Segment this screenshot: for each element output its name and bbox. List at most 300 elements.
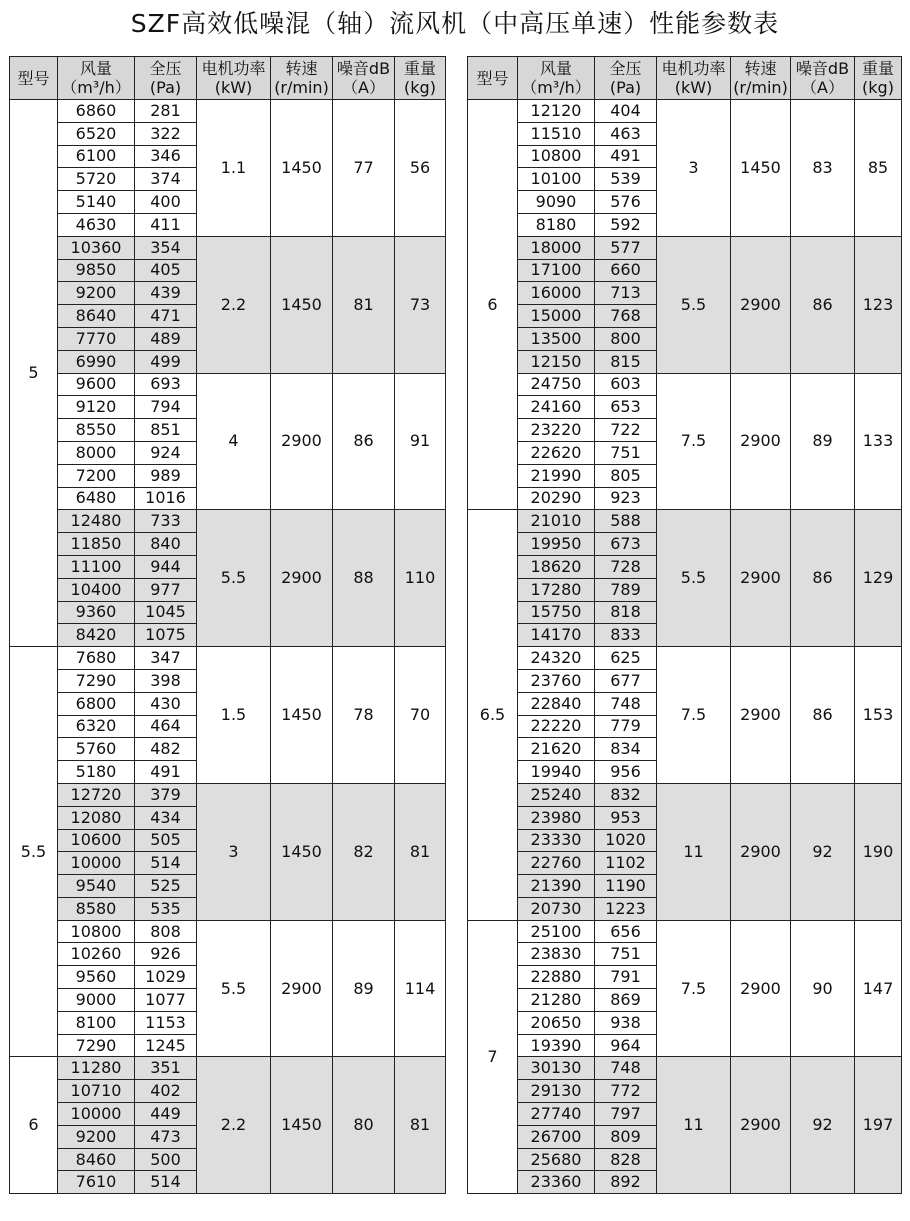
weight-cell: 110 [395,510,446,647]
pressure-cell: 953 [595,806,657,829]
header-unit: (r/min) [274,78,329,97]
airflow-cell: 6480 [58,487,135,510]
pressure-cell: 625 [595,647,657,670]
pressure-cell: 748 [595,1057,657,1080]
pressure-cell: 989 [135,464,197,487]
noise-cell: 88 [333,510,395,647]
table-row [468,236,902,259]
airflow-cell: 22880 [518,966,595,989]
pressure-cell: 514 [135,852,197,875]
speed-cell: 1450 [271,100,333,237]
power-cell: 7.5 [657,373,731,510]
speed-cell: 2900 [731,373,791,510]
airflow-cell: 8180 [518,213,595,236]
airflow-cell: 9360 [58,601,135,624]
airflow-cell: 5180 [58,761,135,784]
pressure-cell: 354 [135,236,197,259]
airflow-cell: 5720 [58,168,135,191]
power-cell: 3 [657,100,731,237]
power-cell: 5.5 [197,510,271,647]
airflow-cell: 8640 [58,305,135,328]
pressure-cell: 400 [135,191,197,214]
header-unit: (kg) [862,78,894,97]
pressure-cell: 815 [595,350,657,373]
header-label: 重量 [403,59,436,78]
pressure-cell: 938 [595,1011,657,1034]
airflow-cell: 10800 [518,145,595,168]
power-cell: 5.5 [657,236,731,373]
table-row [468,100,902,123]
airflow-cell: 11280 [58,1057,135,1080]
pressure-cell: 491 [595,145,657,168]
airflow-cell: 12480 [58,510,135,533]
table-row [468,783,902,806]
header-label: 型号 [476,68,509,88]
pressure-cell: 748 [595,692,657,715]
pressure-cell: 713 [595,282,657,305]
weight-cell: 147 [855,920,902,1057]
pressure-cell: 1190 [595,875,657,898]
header-label: 电机功率 [201,59,266,78]
airflow-cell: 21990 [518,464,595,487]
airflow-cell: 7770 [58,327,135,350]
airflow-cell: 23330 [518,829,595,852]
airflow-cell: 9000 [58,989,135,1012]
airflow-cell: 14170 [518,624,595,647]
header-label: 转速 [285,59,318,78]
header-label: 全压 [149,59,182,78]
pressure-cell: 347 [135,647,197,670]
airflow-cell: 9540 [58,875,135,898]
power-cell: 4 [197,373,271,510]
airflow-cell: 10000 [58,1103,135,1126]
pressure-cell: 1102 [595,852,657,875]
header-row [468,57,902,100]
airflow-cell: 17280 [518,578,595,601]
airflow-cell: 7200 [58,464,135,487]
model-cell: 6.5 [468,510,518,920]
speed-cell: 2900 [731,510,791,647]
airflow-cell: 23980 [518,806,595,829]
airflow-cell: 6800 [58,692,135,715]
airflow-cell: 11100 [58,555,135,578]
pressure-cell: 892 [595,1171,657,1194]
pressure-cell: 464 [135,715,197,738]
pressure-cell: 402 [135,1080,197,1103]
pressure-cell: 514 [135,1171,197,1194]
airflow-cell: 10000 [58,852,135,875]
noise-cell: 92 [791,1057,855,1194]
airflow-cell: 11510 [518,122,595,145]
table-body [468,100,902,1194]
power-cell: 7.5 [657,647,731,784]
airflow-cell: 12080 [58,806,135,829]
speed-cell: 2900 [731,647,791,784]
header-label: 噪音dB [795,59,850,78]
speed-cell: 2900 [731,236,791,373]
airflow-cell: 12720 [58,783,135,806]
airflow-cell: 9600 [58,373,135,396]
airflow-cell: 19390 [518,1034,595,1057]
table-row [10,647,446,670]
pressure-cell: 809 [595,1125,657,1148]
power-cell: 2.2 [197,236,271,373]
power-cell: 3 [197,783,271,920]
airflow-cell: 22220 [518,715,595,738]
power-cell: 5.5 [657,510,731,647]
airflow-cell: 22840 [518,692,595,715]
pressure-cell: 603 [595,373,657,396]
pressure-cell: 379 [135,783,197,806]
table-row [10,236,446,259]
speed-cell: 1450 [271,236,333,373]
header-label: 重量 [861,59,894,78]
header-unit: (kW) [214,78,253,97]
airflow-cell: 24160 [518,396,595,419]
pressure-cell: 693 [135,373,197,396]
airflow-cell: 9120 [58,396,135,419]
pressure-cell: 768 [595,305,657,328]
power-cell: 5.5 [197,920,271,1057]
header-label: 噪音dB [336,59,391,78]
header-noise [333,57,395,100]
pressure-cell: 577 [595,236,657,259]
pressure-cell: 351 [135,1057,197,1080]
header-speed [731,57,791,100]
pressure-cell: 535 [135,897,197,920]
table-row [468,1057,902,1080]
pressure-cell: 434 [135,806,197,829]
airflow-cell: 9560 [58,966,135,989]
airflow-cell: 6520 [58,122,135,145]
pressure-cell: 404 [595,100,657,123]
pressure-cell: 851 [135,419,197,442]
power-cell: 7.5 [657,920,731,1057]
pressure-cell: 473 [135,1125,197,1148]
pressure-cell: 808 [135,920,197,943]
airflow-cell: 15750 [518,601,595,624]
weight-cell: 190 [855,783,902,920]
noise-cell: 81 [333,236,395,373]
noise-cell: 82 [333,783,395,920]
airflow-cell: 25100 [518,920,595,943]
pressure-cell: 322 [135,122,197,145]
pressure-cell: 491 [135,761,197,784]
airflow-cell: 21620 [518,738,595,761]
airflow-cell: 12150 [518,350,595,373]
pressure-cell: 449 [135,1103,197,1126]
airflow-cell: 22620 [518,441,595,464]
header-label: 全压 [609,59,642,78]
airflow-cell: 11850 [58,533,135,556]
noise-cell: 83 [791,100,855,237]
weight-cell: 81 [395,783,446,920]
speed-cell: 2900 [731,1057,791,1194]
pressure-cell: 500 [135,1148,197,1171]
pressure-cell: 1029 [135,966,197,989]
table-row [10,1057,446,1080]
header-label: 风量 [539,59,572,78]
table-row [10,373,446,396]
header-weight [395,57,446,100]
pressure-cell: 499 [135,350,197,373]
header-unit: (Pa) [609,78,642,97]
airflow-cell: 23760 [518,669,595,692]
pressure-cell: 800 [595,327,657,350]
airflow-cell: 7680 [58,647,135,670]
airflow-cell: 24750 [518,373,595,396]
header-weight [855,57,902,100]
speed-cell: 2900 [731,783,791,920]
pressure-cell: 923 [595,487,657,510]
header-unit: (r/min) [733,78,788,97]
table-row [468,510,902,533]
pressure-cell: 576 [595,191,657,214]
header-label: 转速 [744,59,777,78]
airflow-cell: 21390 [518,875,595,898]
pressure-cell: 1045 [135,601,197,624]
pressure-cell: 398 [135,669,197,692]
airflow-cell: 30130 [518,1057,595,1080]
noise-cell: 90 [791,920,855,1057]
airflow-cell: 16000 [518,282,595,305]
pressure-cell: 1016 [135,487,197,510]
airflow-cell: 8550 [58,419,135,442]
pressure-cell: 1077 [135,989,197,1012]
airflow-cell: 24320 [518,647,595,670]
pressure-cell: 1153 [135,1011,197,1034]
airflow-cell: 8460 [58,1148,135,1171]
pressure-cell: 926 [135,943,197,966]
pressure-cell: 656 [595,920,657,943]
airflow-cell: 10800 [58,920,135,943]
airflow-cell: 7290 [58,669,135,692]
airflow-cell: 18620 [518,555,595,578]
noise-cell: 92 [791,783,855,920]
table-header [10,57,446,100]
speed-cell: 1450 [271,647,333,784]
noise-cell: 86 [333,373,395,510]
airflow-cell: 17100 [518,259,595,282]
pressure-cell: 805 [595,464,657,487]
airflow-cell: 21280 [518,989,595,1012]
model-cell: 5.5 [10,647,58,1057]
airflow-cell: 19940 [518,761,595,784]
airflow-cell: 23360 [518,1171,595,1194]
pressure-cell: 374 [135,168,197,191]
header-unit: (kg) [404,78,436,97]
header-unit: （m³/h） [521,78,591,97]
speed-cell: 2900 [731,920,791,1057]
airflow-cell: 5140 [58,191,135,214]
power-cell: 1.1 [197,100,271,237]
pressure-cell: 977 [135,578,197,601]
weight-cell: 133 [855,373,902,510]
pressure-cell: 794 [135,396,197,419]
table-row [468,920,902,943]
header-airflow [518,57,595,100]
weight-cell: 56 [395,100,446,237]
airflow-cell: 9200 [58,282,135,305]
header-model [468,57,518,100]
pressure-cell: 797 [595,1103,657,1126]
pressure-cell: 1020 [595,829,657,852]
header-model [10,57,58,100]
pressure-cell: 772 [595,1080,657,1103]
weight-cell: 114 [395,920,446,1057]
pressure-cell: 834 [595,738,657,761]
table-row [10,510,446,533]
pressure-cell: 751 [595,943,657,966]
header-airflow [58,57,135,100]
speed-cell: 1450 [271,783,333,920]
airflow-cell: 8100 [58,1011,135,1034]
weight-cell: 81 [395,1057,446,1194]
weight-cell: 70 [395,647,446,784]
airflow-cell: 8580 [58,897,135,920]
pressure-cell: 439 [135,282,197,305]
pressure-cell: 463 [595,122,657,145]
header-speed [271,57,333,100]
pressure-cell: 346 [135,145,197,168]
power-cell: 11 [657,783,731,920]
noise-cell: 77 [333,100,395,237]
pressure-cell: 653 [595,396,657,419]
speed-cell: 2900 [271,920,333,1057]
speed-cell: 1450 [731,100,791,237]
airflow-cell: 20650 [518,1011,595,1034]
header-power [197,57,271,100]
pressure-cell: 751 [595,441,657,464]
pressure-cell: 1223 [595,897,657,920]
airflow-cell: 6990 [58,350,135,373]
airflow-cell: 21010 [518,510,595,533]
pressure-cell: 588 [595,510,657,533]
weight-cell: 197 [855,1057,902,1194]
table-row [468,373,902,396]
airflow-cell: 9200 [58,1125,135,1148]
spec-table-right [467,56,902,1194]
pressure-cell: 489 [135,327,197,350]
airflow-cell: 6860 [58,100,135,123]
pressure-cell: 840 [135,533,197,556]
airflow-cell: 10600 [58,829,135,852]
page-title: SZF高效低噪混（轴）流风机（中高压单速）性能参数表 [130,9,780,38]
power-cell: 2.2 [197,1057,271,1194]
pressure-cell: 1245 [135,1034,197,1057]
airflow-cell: 8420 [58,624,135,647]
airflow-cell: 9090 [518,191,595,214]
pressure-cell: 673 [595,533,657,556]
noise-cell: 89 [791,373,855,510]
pressure-cell: 411 [135,213,197,236]
pressure-cell: 869 [595,989,657,1012]
pressure-cell: 677 [595,669,657,692]
airflow-cell: 25240 [518,783,595,806]
power-cell: 11 [657,1057,731,1194]
airflow-cell: 10260 [58,943,135,966]
pressure-cell: 482 [135,738,197,761]
header-unit: (kW) [674,78,713,97]
table-row [10,783,446,806]
airflow-cell: 18000 [518,236,595,259]
airflow-cell: 15000 [518,305,595,328]
airflow-cell: 6320 [58,715,135,738]
pressure-cell: 779 [595,715,657,738]
airflow-cell: 9850 [58,259,135,282]
airflow-cell: 7290 [58,1034,135,1057]
spec-table-left [9,56,446,1194]
noise-cell: 80 [333,1057,395,1194]
pressure-cell: 789 [595,578,657,601]
noise-cell: 78 [333,647,395,784]
header-power [657,57,731,100]
pressure-cell: 471 [135,305,197,328]
header-row [10,57,446,100]
airflow-cell: 5760 [58,738,135,761]
header-unit: （A） [342,78,385,97]
pressure-cell: 728 [595,555,657,578]
airflow-cell: 10400 [58,578,135,601]
airflow-cell: 7610 [58,1171,135,1194]
header-label: 风量 [79,59,112,78]
pressure-cell: 660 [595,259,657,282]
pressure-cell: 924 [135,441,197,464]
pressure-cell: 733 [135,510,197,533]
airflow-cell: 26700 [518,1125,595,1148]
noise-cell: 86 [791,236,855,373]
airflow-cell: 23830 [518,943,595,966]
pressure-cell: 539 [595,168,657,191]
speed-cell: 2900 [271,510,333,647]
airflow-cell: 13500 [518,327,595,350]
pressure-cell: 592 [595,213,657,236]
table-row [468,647,902,670]
noise-cell: 86 [791,647,855,784]
airflow-cell: 22760 [518,852,595,875]
airflow-cell: 20730 [518,897,595,920]
table-body [10,100,446,1194]
pressure-cell: 722 [595,419,657,442]
header-label: 型号 [17,68,50,88]
model-cell: 7 [468,920,518,1194]
airflow-cell: 10360 [58,236,135,259]
airflow-cell: 6100 [58,145,135,168]
pressure-cell: 405 [135,259,197,282]
airflow-cell: 19950 [518,533,595,556]
model-cell: 6 [468,100,518,510]
pressure-cell: 505 [135,829,197,852]
airflow-cell: 20290 [518,487,595,510]
pressure-cell: 956 [595,761,657,784]
pressure-cell: 791 [595,966,657,989]
airflow-cell: 29130 [518,1080,595,1103]
noise-cell: 89 [333,920,395,1057]
header-unit: （A） [801,78,844,97]
speed-cell: 2900 [271,373,333,510]
pressure-cell: 281 [135,100,197,123]
airflow-cell: 23220 [518,419,595,442]
weight-cell: 85 [855,100,902,237]
header-pressure [595,57,657,100]
airflow-cell: 12120 [518,100,595,123]
speed-cell: 1450 [271,1057,333,1194]
table-header [468,57,902,100]
airflow-cell: 8000 [58,441,135,464]
weight-cell: 123 [855,236,902,373]
airflow-cell: 25680 [518,1148,595,1171]
model-cell: 6 [10,1057,58,1194]
